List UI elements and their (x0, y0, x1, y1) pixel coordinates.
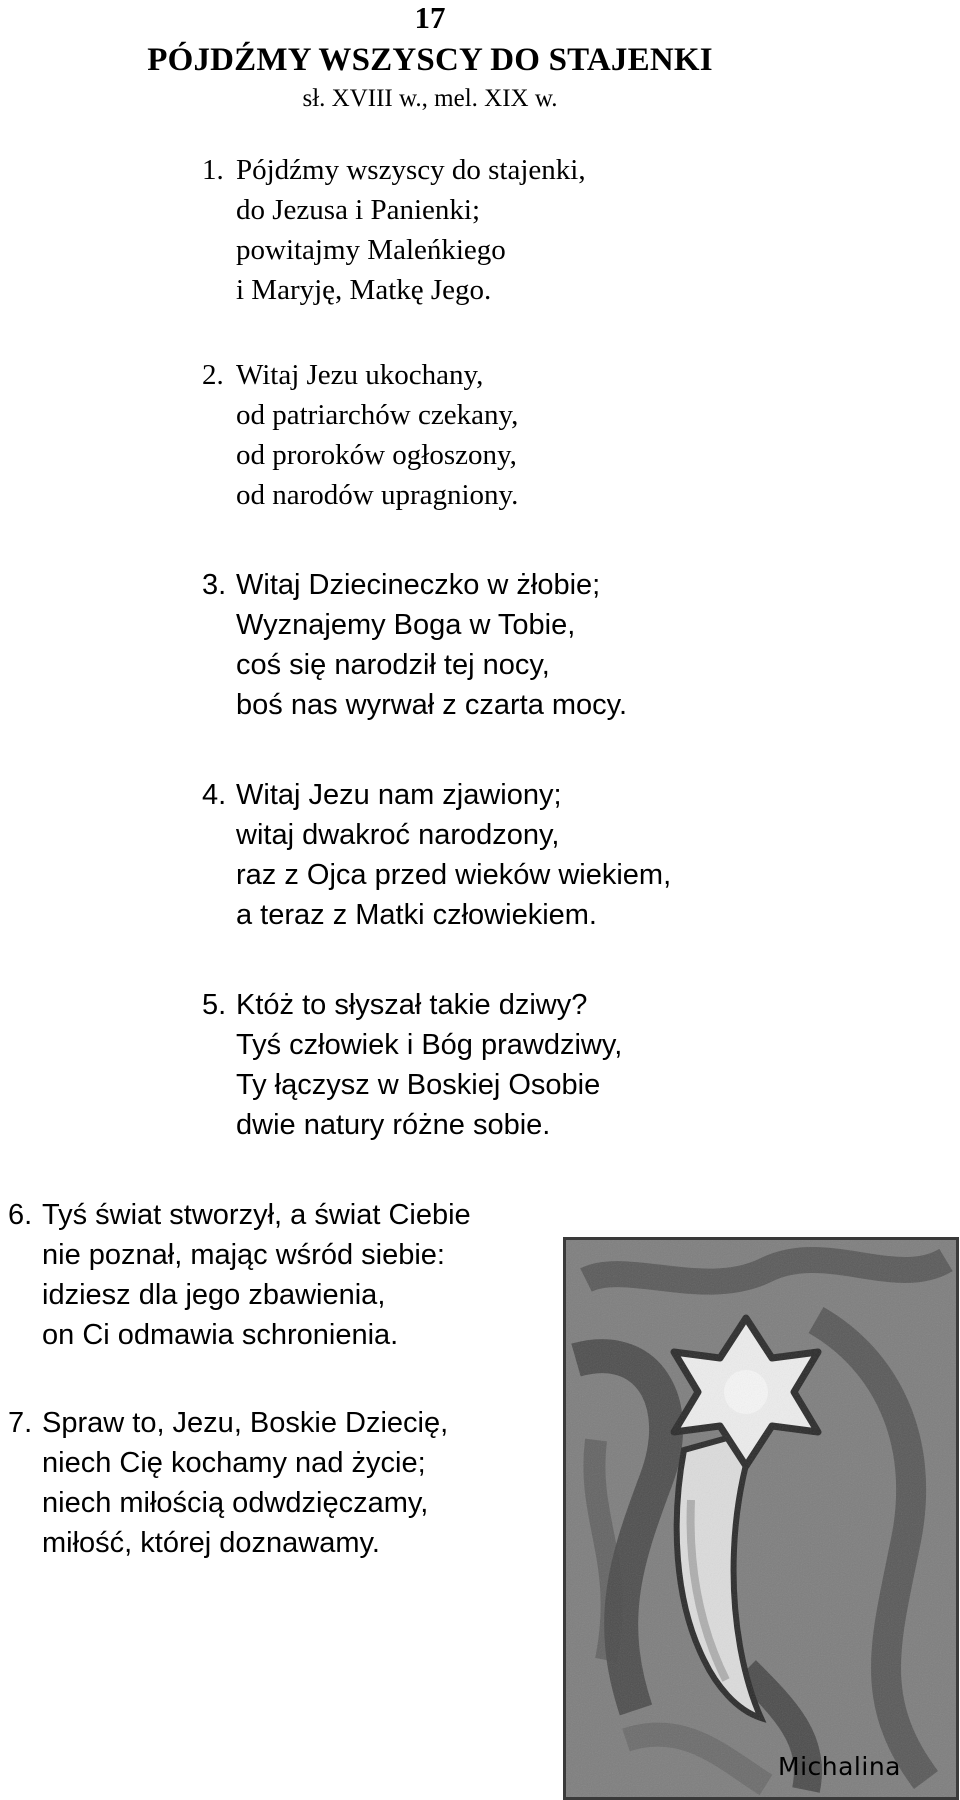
stanza-4 (202, 775, 671, 935)
stanza-line: od patriarchów czekany, (236, 399, 519, 431)
stanza-number: 3. (202, 569, 227, 601)
stanza-line: od narodów upragniony. (236, 479, 519, 511)
stanza-number: 6. (8, 1199, 33, 1231)
stanza-3 (202, 565, 627, 725)
stanza-number: 4. (202, 779, 227, 811)
stanza-line: powitajmy Maleńkiego (236, 234, 506, 266)
stanza-5 (202, 985, 622, 1145)
stanza-line: Wyznajemy Boga w Tobie, (236, 609, 576, 641)
star-painting-icon (566, 1240, 956, 1797)
page-number: 17 (414, 0, 446, 35)
stanza-line: 3. Witaj Dziecineczko w żłobie; (202, 565, 627, 605)
page-title: PÓJDŹMY WSZYSCY DO STAJENKI (147, 42, 713, 78)
stanza-number: 5. (202, 989, 227, 1021)
stanza-line: 5. Któż to słyszał takie dziwy? (202, 985, 622, 1025)
stanza-line: do Jezusa i Panienki; (236, 194, 481, 226)
artwork-signature: Michalina (778, 1752, 901, 1781)
stanza-line: od proroków ogłoszony, (236, 439, 517, 471)
stanza-line: Ty łączysz w Boskiej Osobie (236, 1069, 601, 1101)
stanza-number: 7. (8, 1407, 33, 1439)
stanza-line: 2. Witaj Jezu ukochany, (202, 355, 518, 395)
stanza-line: 4. Witaj Jezu nam zjawiony; (202, 775, 671, 815)
stanza-2 (202, 355, 518, 515)
stanza-number: 2. (202, 359, 224, 391)
stanza-line: niech Cię kochamy nad życie; (42, 1447, 426, 1479)
stanza-line: nie poznał, mając wśród siebie: (42, 1239, 445, 1271)
stanza-6 (8, 1195, 471, 1355)
stanza-1 (202, 150, 586, 310)
stanza-7 (8, 1403, 448, 1563)
stanza-line: Tyś człowiek i Bóg prawdziwy, (236, 1029, 623, 1061)
stanza-line: boś nas wyrwał z czarta mocy. (236, 689, 628, 721)
stanza-line: on Ci odmawia schronienia. (42, 1319, 399, 1351)
stanza-line: dwie natury różne sobie. (236, 1109, 551, 1141)
stanza-line: 6. Tyś świat stworzył, a świat Ciebie (8, 1195, 471, 1235)
stanza-line: i Maryję, Matkę Jego. (236, 274, 492, 306)
stanza-line: witaj dwakroć narodzony, (236, 819, 560, 851)
stanza-number: 1. (202, 154, 224, 186)
stanza-line: niech miłością odwdzięczamy, (42, 1487, 429, 1519)
stanza-line: 1. Pójdźmy wszyscy do stajenki, (202, 150, 586, 190)
stanza-line: 7. Spraw to, Jezu, Boskie Dziecię, (8, 1403, 448, 1443)
stanza-line: coś się narodził tej nocy, (236, 649, 550, 681)
star-painting (563, 1237, 959, 1800)
stanza-line: raz z Ojca przed wieków wiekiem, (236, 859, 672, 891)
stanza-line: a teraz z Matki człowiekiem. (236, 899, 597, 931)
page-subtitle: sł. XVIII w., mel. XIX w. (302, 85, 558, 112)
stanza-line: miłość, której doznawamy. (42, 1527, 380, 1559)
stanza-line: idziesz dla jego zbawienia, (42, 1279, 386, 1311)
